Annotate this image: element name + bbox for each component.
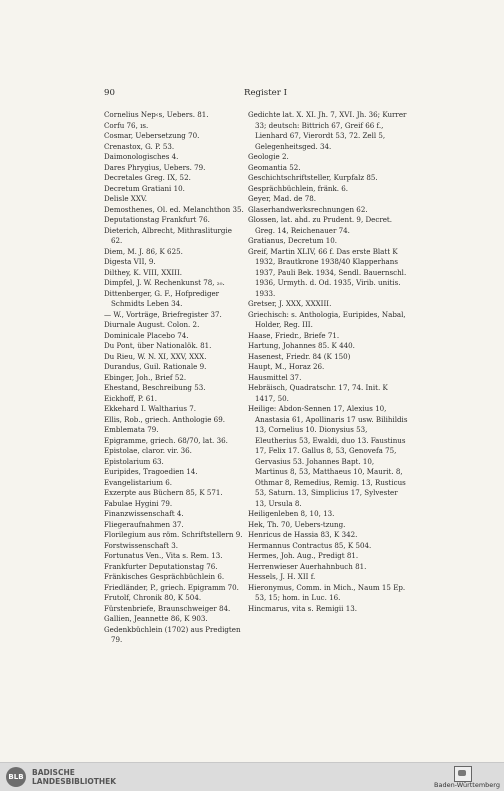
library-name[interactable]: [32, 768, 116, 786]
index-entry: Cornelius Nep‹s, Uebers. 81.: [104, 110, 209, 119]
index-entry: Gallien, Jeannette 86, K 903.: [104, 614, 208, 623]
index-entry: Hermannus Contractus 85, K 504.: [248, 540, 372, 550]
index-entry: Decretales Greg. IX, 52.: [104, 173, 191, 182]
index-entry: Fabulae Hygini 79.: [104, 498, 173, 508]
index-entry: Gratianus, Decretum 10.: [248, 236, 338, 245]
coat-of-arms-icon: [454, 766, 472, 782]
index-entry: Decretum Gratiani 10.: [104, 183, 185, 193]
index-entry: Dominicale Placebo 74.: [104, 330, 189, 340]
index-entry: Crenastox, G. P. 53.: [104, 141, 175, 151]
index-entry: Glossen, lat. ahd. zu Prudent. 9, Decret. Greg. 14, Reichenauer 74.: [248, 215, 393, 235]
index-entry: Florilegium aus röm. Schriftstellern 9.: [104, 530, 243, 539]
index-entry: Hermes, Joh. Aug., Predigt 81.: [248, 551, 359, 560]
index-entry: Dieterich, Albrecht, Mithrasliturgie 62.: [104, 225, 232, 245]
index-entry: Eickhoff, P. 61.: [104, 393, 157, 403]
index-entry: Demosthenes, Ol. ed. Melanchthon 35.: [104, 204, 244, 214]
index-entry: Delisle XXV.: [104, 194, 148, 203]
index-entry: Gedichte lat. X. XI. Jh. 7, XVI. Jh. 36; Kurrer 33; deutsch: Bittrich 67, Greif 66 f., Lienhard 67, Vierordt 53, 72. Zell 5, Gelegenheitsged. 34.: [248, 110, 407, 151]
index-entry: Ebinger, Joh., Brief 52.: [104, 372, 187, 382]
index-entry: Gesprächbüchlein, fränk. 6.: [248, 183, 349, 193]
index-entry: Euripides, Tragoedien 14.: [104, 467, 198, 476]
index-entry: Diem, M. J. 86, K 625.: [104, 246, 183, 256]
index-entry: Hartung, Johannes 85. K 440.: [248, 341, 355, 350]
index-entry: Du Rieu, W. N. XI, XXV, XXX.: [104, 351, 207, 361]
index-entry: Epigramme, griech. 68/70, lat. 36.: [104, 435, 228, 445]
index-entry: Frutolf, Chronik 80, K 504.: [104, 593, 202, 602]
index-entry: Hessels, J. H. XII f.: [248, 572, 316, 581]
index-entry: Hasenest, Friedr. 84 (K 150): [248, 351, 351, 361]
index-entry: Epistolae, claror. vir. 36.: [104, 446, 192, 455]
index-entry: Durandus, Guil. Rationale 9.: [104, 362, 207, 371]
index-entry: Exzerpte aus Büchern 85, K 571.: [104, 488, 223, 497]
index-entry: Ekkehard I. Waltharius 7.: [104, 404, 196, 413]
index-entry: Glaserhandwerksrechnungen 62.: [248, 204, 368, 214]
index-entry: Fürstenbriefe, Braunschweiger 84.: [104, 603, 231, 613]
page-number: 90: [104, 88, 115, 98]
library-name-line1: BADISCHE: [32, 768, 75, 777]
index-entry: Diurnale August. Colon. 2.: [104, 320, 200, 329]
index-entry: Dares Phrygius, Uebers. 79.: [104, 162, 206, 172]
index-entry: Hieronymus, Comm. in Mich., Naum 15 Ep. 53, 15; hom. in Luc. 16.: [248, 582, 406, 602]
index-entry: Geomantia 52.: [248, 162, 301, 172]
index-entry: Haupt, M., Horaz 26.: [248, 362, 325, 371]
index-entry: Corfu 76, ıs.: [104, 120, 149, 130]
index-entry: Heilige: Abdon-Sennen 17, Alexius 10, Anastasia 61, Apollinaris 17 usw. Bilihildis 13, Cornelius 10. Dionysius 53, Eleutherius 53, Ewaldi, duo 13. Faustinus 17, Felix 17. Gallus 8, 53, Genovefa 75, Gervasius 53. Johannes Bapt. 10, Martinus 8, 53, Matthaeus 10, Maurit. 8, Othmar 8, Remedius, Remig. 13, Rusticus 53, Saturn. 13, Simplicius 17, Sylvester 13, Ursula 8.: [248, 404, 408, 508]
index-entry: Fränkisches Gesprächbüchlein 6.: [104, 572, 225, 581]
index-entry: Emblemata 79.: [104, 425, 159, 434]
index-entry: Hebräisch, Quadratschr. 17, 74. Init. K 1417, 50.: [248, 383, 388, 403]
index-entry: Friedländer, P., griech. Epigramm 70.: [104, 582, 239, 592]
index-entry: Greif, Martin XLIV, 66 f. Das erste Blatt K 1932, Brautkrone 1938/40 Klapperhans 1937, Pauli Bek. 1934, Sendl. Bauernschl. 1936, Urmyth. d. Od. 1935, Virib. unitis. 1933.: [248, 246, 407, 298]
index-entry: Cosmar, Uebersetzung 70.: [104, 131, 200, 140]
index-entry: Hausmittel 37.: [248, 372, 302, 382]
library-name-line2: LANDESBIBLIOTHEK: [32, 777, 117, 786]
index-entry: Forstwissenschaft 3.: [104, 540, 178, 550]
index-entry: Dilthey, K. VIII, XXIII.: [104, 267, 183, 277]
index-entry: Fliegeraufnahmen 37.: [104, 519, 184, 529]
index-entry: Ehestand, Beschreibung 53.: [104, 383, 206, 392]
viewer-footer: [0, 762, 504, 791]
index-entry: Fortunatus Ven., Vita s. Rem. 13.: [104, 551, 223, 560]
running-title: Register I: [244, 88, 287, 98]
index-entry: Dittenberger, G. F., Hofprediger Schmidts Leben 34.: [104, 288, 220, 308]
index-entry: Herrenwieser Auerhahnbuch 81.: [248, 561, 367, 571]
index-entry: Geyer, Mad. de 78.: [248, 194, 317, 203]
index-entry: Hek, Th. 70, Uebers-tzung.: [248, 519, 346, 529]
index-entry: Geschichtschriftsteller, Kurpfalz 85.: [248, 173, 378, 182]
index-entry: Epistolarium 63.: [104, 456, 164, 466]
blb-logo-icon[interactable]: BLB: [6, 767, 26, 787]
index-entry: Haase, Friedr., Briefe 71.: [248, 330, 340, 340]
index-entry: Daimonologisches 4.: [104, 152, 179, 161]
state-name: Baden-Württemberg: [434, 781, 500, 789]
index-entry: Griechisch: s. Anthologia, Euripides, Nabal, Holder, Reg. III.: [248, 309, 406, 329]
index-entry: Evangelistarium 6.: [104, 477, 172, 487]
index-entry: Henricus de Hassia 83, K 342.: [248, 530, 358, 539]
index-entry: Gretser, J. XXX, XXXIII.: [248, 299, 332, 308]
index-entry: Gedenkbüchlein (1702) aus Predigten 79.: [104, 624, 241, 644]
index-column-right: [248, 110, 408, 614]
index-entry: Frankfurter Deputationstag 76.: [104, 561, 218, 571]
index-entry: Hincmarus, vita s. Remigii 13.: [248, 603, 357, 613]
index-entry: Geologie 2.: [248, 152, 289, 161]
index-entry: Finanzwissenschaft 4.: [104, 509, 184, 518]
index-column-left: [104, 110, 244, 646]
index-entry: Digesta VII, 9.: [104, 257, 156, 266]
index-entry: Deputationstag Frankfurt 76.: [104, 215, 210, 224]
index-entry: Heiligenleben 8, 10, 13.: [248, 509, 335, 518]
index-entry: Dimpfel, J. W. Rechenkunst 78, ₂₀.: [104, 278, 225, 287]
index-entry: — W., Vorträge, Briefregister 37.: [104, 309, 222, 319]
index-entry: Du Pont, über Nationalök. 81.: [104, 341, 212, 350]
index-entry: Ellis, Rob., griech. Anthologie 69.: [104, 414, 225, 424]
